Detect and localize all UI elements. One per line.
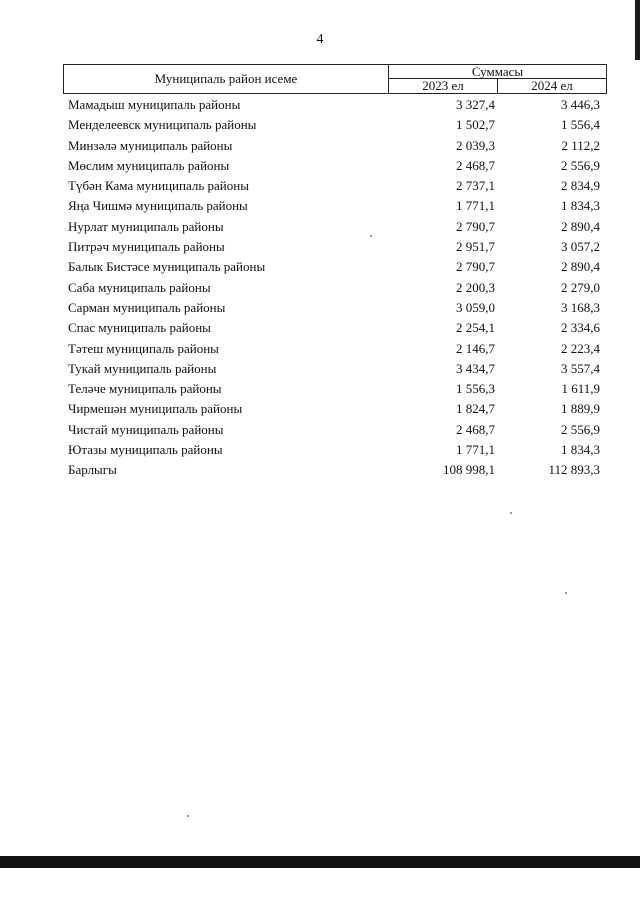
table-row xyxy=(68,217,604,237)
value-2023-cell: 1 771,1 xyxy=(456,198,495,214)
value-2024-cell: 2 556,9 xyxy=(561,421,600,437)
district-name-cell: Барлыгы xyxy=(68,462,117,478)
district-name-cell: Нурлат муниципаль районы xyxy=(68,218,224,234)
table-row xyxy=(68,196,604,216)
district-name-cell: Спас муниципаль районы xyxy=(68,320,211,336)
district-name-cell: Мамадыш муниципаль районы xyxy=(68,97,241,112)
value-2024-cell: 2 890,4 xyxy=(561,218,600,234)
scan-speck xyxy=(370,235,372,237)
district-name-cell: Саба муниципаль районы xyxy=(68,279,211,295)
value-2023-cell: 1 556,3 xyxy=(456,381,495,397)
scan-speck xyxy=(510,512,512,514)
scan-edge-mark xyxy=(635,0,640,60)
table-row xyxy=(68,257,604,277)
district-name-cell: Менделеевск муниципаль районы xyxy=(68,117,257,133)
value-2024-cell: 3 557,4 xyxy=(561,360,600,376)
value-2024-cell: 3 446,3 xyxy=(561,97,600,112)
table-header xyxy=(63,64,607,94)
value-2023-cell: 2 254,1 xyxy=(456,320,495,336)
district-name-cell: Питрәч муниципаль районы xyxy=(68,239,225,255)
district-name-cell: Теләче муниципаль районы xyxy=(68,381,222,397)
table-row xyxy=(68,379,604,399)
table-row xyxy=(68,339,604,359)
value-2024-cell: 2 556,9 xyxy=(561,157,600,173)
value-2024-cell: 2 834,9 xyxy=(561,178,600,194)
value-2024-cell: 1 556,4 xyxy=(561,117,600,133)
value-2024-cell: 3 168,3 xyxy=(561,299,600,315)
table-row xyxy=(68,136,604,156)
table-row xyxy=(68,278,604,298)
district-name-cell: Сарман муниципаль районы xyxy=(68,299,226,315)
table-row xyxy=(68,440,604,460)
table-row xyxy=(68,298,604,318)
scan-bottom-bar xyxy=(0,856,640,868)
value-2023-cell: 2 468,7 xyxy=(456,157,495,173)
value-2024-cell: 1 834,3 xyxy=(561,198,600,214)
header-sum: Суммасы xyxy=(389,65,606,79)
header-year-2024: 2024 ел xyxy=(531,78,573,93)
district-name-cell: Балык Бистәсе муниципаль районы xyxy=(68,259,266,275)
value-2023-cell: 2 146,7 xyxy=(456,340,495,356)
value-2023-cell: 2 200,3 xyxy=(456,279,495,295)
value-2024-cell: 2 112,2 xyxy=(561,137,600,153)
district-name-cell: Тукай муниципаль районы xyxy=(68,360,217,376)
value-2023-cell: 3 434,7 xyxy=(456,360,495,376)
value-2024-cell: 3 057,2 xyxy=(561,239,600,255)
header-district-name: Муниципаль район исеме xyxy=(64,65,389,93)
value-2023-cell: 108 998,1 xyxy=(443,462,495,478)
district-name-cell: Минзәлә муниципаль районы xyxy=(68,137,233,153)
value-2023-cell: 2 951,7 xyxy=(456,239,495,255)
value-2024-cell: 1 834,3 xyxy=(561,442,600,458)
district-name-cell: Түбән Кама муниципаль районы xyxy=(68,178,249,194)
table-row xyxy=(68,420,604,440)
value-2024-cell: 112 893,3 xyxy=(548,462,600,478)
district-name-cell: Чирмешән муниципаль районы xyxy=(68,401,243,417)
value-2023-cell: 2 468,7 xyxy=(456,421,495,437)
table-row xyxy=(68,359,604,379)
district-name-cell: Чистай муниципаль районы xyxy=(68,421,224,437)
table-row xyxy=(68,115,604,135)
value-2023-cell: 2 737,1 xyxy=(456,178,495,194)
value-2024-cell: 1 889,9 xyxy=(561,401,600,417)
table-row xyxy=(68,318,604,338)
value-2024-cell: 2 279,0 xyxy=(561,279,600,295)
value-2023-cell: 2 790,7 xyxy=(456,218,495,234)
table-row xyxy=(68,176,604,196)
value-2024-cell: 2 223,4 xyxy=(561,340,600,356)
total-row xyxy=(68,460,604,480)
value-2023-cell: 1 824,7 xyxy=(456,401,495,417)
value-2023-cell: 3 059,0 xyxy=(456,299,495,315)
district-name-cell: Яңа Чишмә муниципаль районы xyxy=(68,198,248,214)
district-name-cell: Тәтеш муниципаль районы xyxy=(68,340,219,356)
value-2023-cell: 1 502,7 xyxy=(456,117,495,133)
scan-speck xyxy=(565,592,567,594)
table-row xyxy=(68,95,604,115)
value-2024-cell: 2 334,6 xyxy=(561,320,600,336)
page-number: 4 xyxy=(316,32,324,47)
scan-speck xyxy=(187,815,189,817)
value-2023-cell: 2 790,7 xyxy=(456,259,495,275)
table-row xyxy=(68,399,604,419)
value-2023-cell: 3 327,4 xyxy=(456,97,495,112)
table-row xyxy=(68,237,604,257)
header-year-2023: 2023 ел xyxy=(389,79,498,93)
district-name-cell: Ютазы муниципаль районы xyxy=(68,442,223,458)
table-body xyxy=(68,95,604,481)
value-2023-cell: 1 771,1 xyxy=(456,442,495,458)
value-2024-cell: 1 611,9 xyxy=(561,381,600,397)
value-2023-cell: 2 039,3 xyxy=(456,137,495,153)
district-name-cell: Мөслим муниципаль районы xyxy=(68,157,230,173)
value-2024-cell: 2 890,4 xyxy=(561,259,600,275)
table-row xyxy=(68,156,604,176)
